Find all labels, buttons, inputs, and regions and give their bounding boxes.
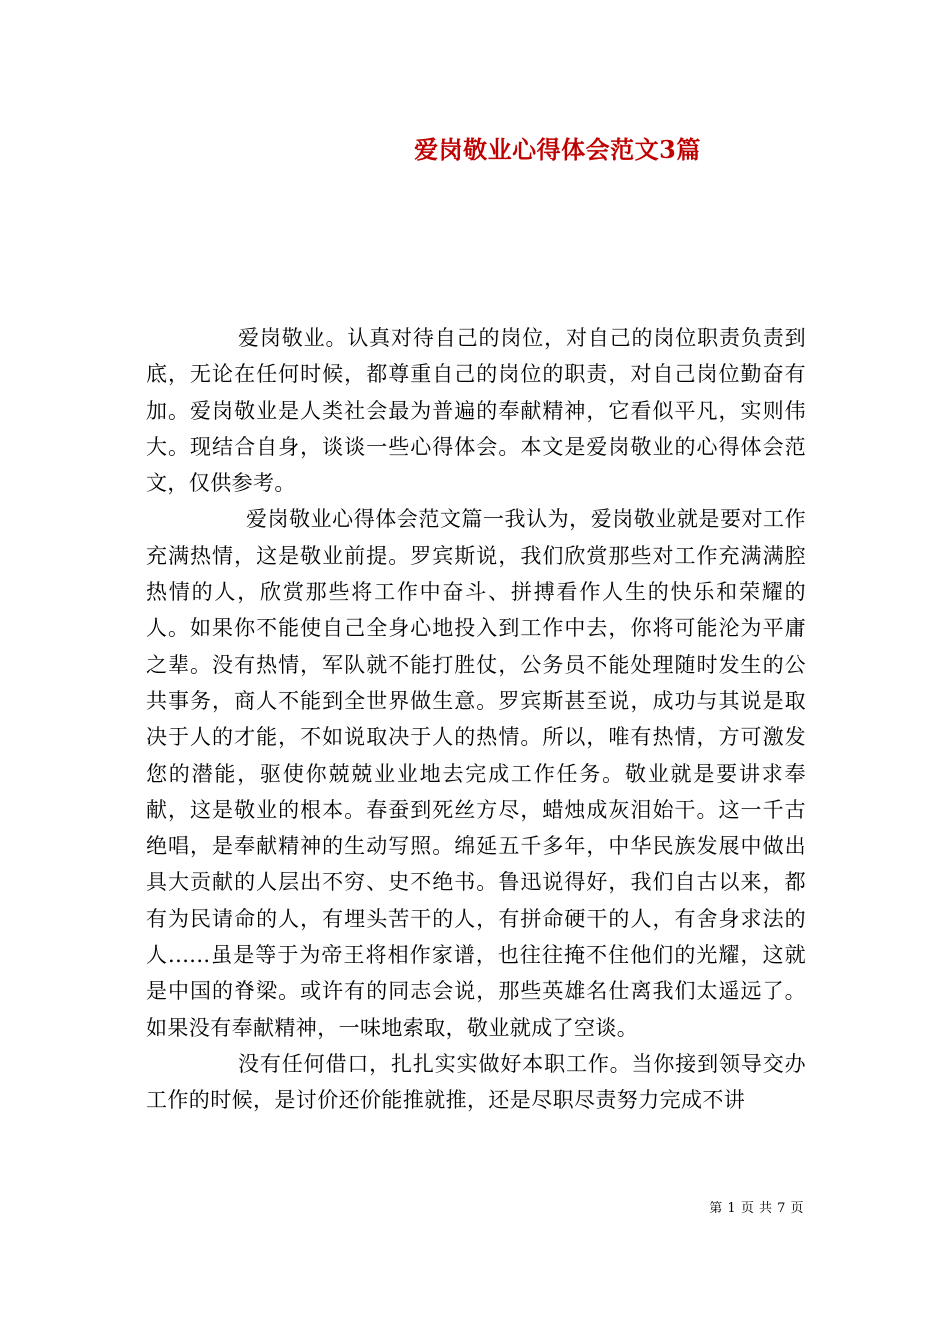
document-title: 爱岗敬业心得体会范文3篇 bbox=[414, 135, 701, 164]
paragraph-no-excuses: 没有任何借口，扎扎实实做好本职工作。当你接到领导交办工作的时候，是讨价还价能推就推，还是尽职尽责努力完成不讲 bbox=[146, 1051, 806, 1113]
paragraph-intro: 爱岗敬业。认真对待自己的岗位，对自己的岗位职责负责到底，无论在任何时候，都尊重自己的岗位的职责，对自己岗位勤奋有加。爱岗敬业是人类社会最为普遍的奉献精神，它看似平凡，实则伟大。现结合自身，谈谈一些心得体会。本文是爱岗敬业的心得体会范文，仅供参考。 bbox=[146, 326, 806, 496]
paragraph-essay-one: 爱岗敬业心得体会范文篇一我认为，爱岗敬业就是要对工作充满热情，这是敬业前提。罗宾斯说，我们欣赏那些对工作充满满腔热情的人，欣赏那些将工作中奋斗、拼搏看作人生的快乐和荣耀的人。如果你不能使自己全身心地投入到工作中去，你将可能沦为平庸之辈。没有热情，军队就不能打胜仗，公务员不能处理随时发生的公共事务，商人不能到全世界做生意。罗宾斯甚至说，成功与其说是取决于人的才能，不如说取决于人的热情。所以，唯有热情，方可激发您的潜能，驱使你兢兢业业地去完成工作任务。敬业就是要讲求奉献，这是敬业的根本。春蚕到死丝方尽，蜡烛成灰泪始干。这一千古绝唱，是奉献精神的生动写照。绵延五千多年，中华民族发展中做出具大贡献的人层出不穷、史不绝书。鲁迅说得好，我们自古以来，都有为民请命的人，有埋头苦干的人，有拼命硬干的人，有舍身求法的人......虽是等于为帝王将相作家谱，也往往掩不住他们的光耀，这就是中国的脊梁。或许有的同志会说，那些英雄名仕离我们太遥远了。如果没有奉献精神，一味地索取，敬业就成了空谈。 bbox=[146, 507, 806, 1040]
document-body bbox=[146, 320, 806, 1119]
page-number-footer: 第 1 页 共 7 页 bbox=[709, 1201, 804, 1216]
